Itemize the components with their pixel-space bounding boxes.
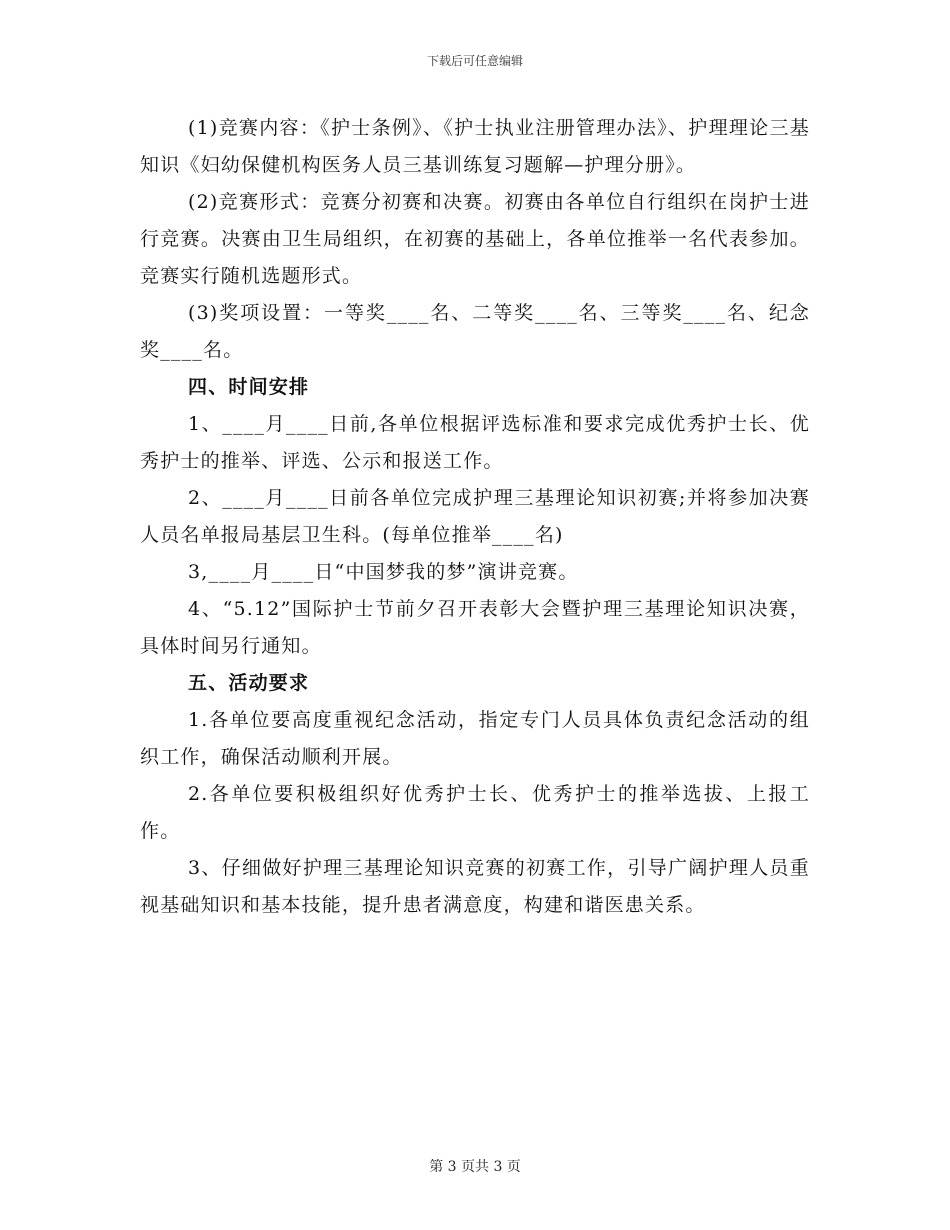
paragraph-requirement-1: 1.各单位要高度重视纪念活动，指定专门人员具体负责纪念活动的组织工作，确保活动顺利开展。	[140, 709, 810, 768]
paragraph-requirement-3: 3、仔细做好护理三基理论知识竞赛的初赛工作，引导广阔护理人员重视基础知识和基本技能，提升患者满意度，构建和谐医患关系。	[140, 857, 810, 916]
page-footer: 第 3 页共 3 页	[429, 1159, 521, 1175]
paragraph-schedule-3: 3,____月____日“中国梦我的梦”演讲竞赛。	[188, 561, 579, 583]
paragraph-schedule-2: 2、____月____日前各单位完成护理三基理论知识初赛;并将参加决赛人员名单报局基层卫生科。(每单位推举____名)	[140, 487, 810, 546]
paragraph-competition-format: (2)竞赛形式：竞赛分初赛和决赛。初赛由各单位自行组织在岗护士进行竞赛。决赛由卫生局组织，在初赛的基础上，各单位推举一名代表参加。竞赛实行随机选题形式。	[140, 191, 810, 287]
paragraph-competition-content: (1)竞赛内容：《护士条例》、《护士执业注册管理办法》、护理理论三基知识《妇幼保健机构医务人员三基训练复习题解—护理分册》。	[140, 117, 810, 176]
page-header: 下载后可任意编辑	[426, 54, 523, 68]
document-body	[140, 110, 810, 924]
section-heading-schedule: 四、时间安排	[188, 376, 310, 398]
section-heading-requirements: 五、活动要求	[188, 672, 310, 694]
paragraph-schedule-1: 1、____月____日前,各单位根据评选标准和要求完成优秀护士长、优秀护士的推举、评选、公示和报送工作。	[140, 413, 810, 472]
paragraph-schedule-4: 4、“5.12”国际护士节前夕召开表彰大会暨护理三基理论知识决赛，具体时间另行通知。	[140, 598, 810, 657]
paragraph-requirement-2: 2.各单位要积极组织好优秀护士长、优秀护士的推举选拔、上报工作。	[140, 783, 810, 842]
paragraph-awards: (3)奖项设置：一等奖____名、二等奖____名、三等奖____名、纪念奖____名。	[140, 302, 810, 361]
